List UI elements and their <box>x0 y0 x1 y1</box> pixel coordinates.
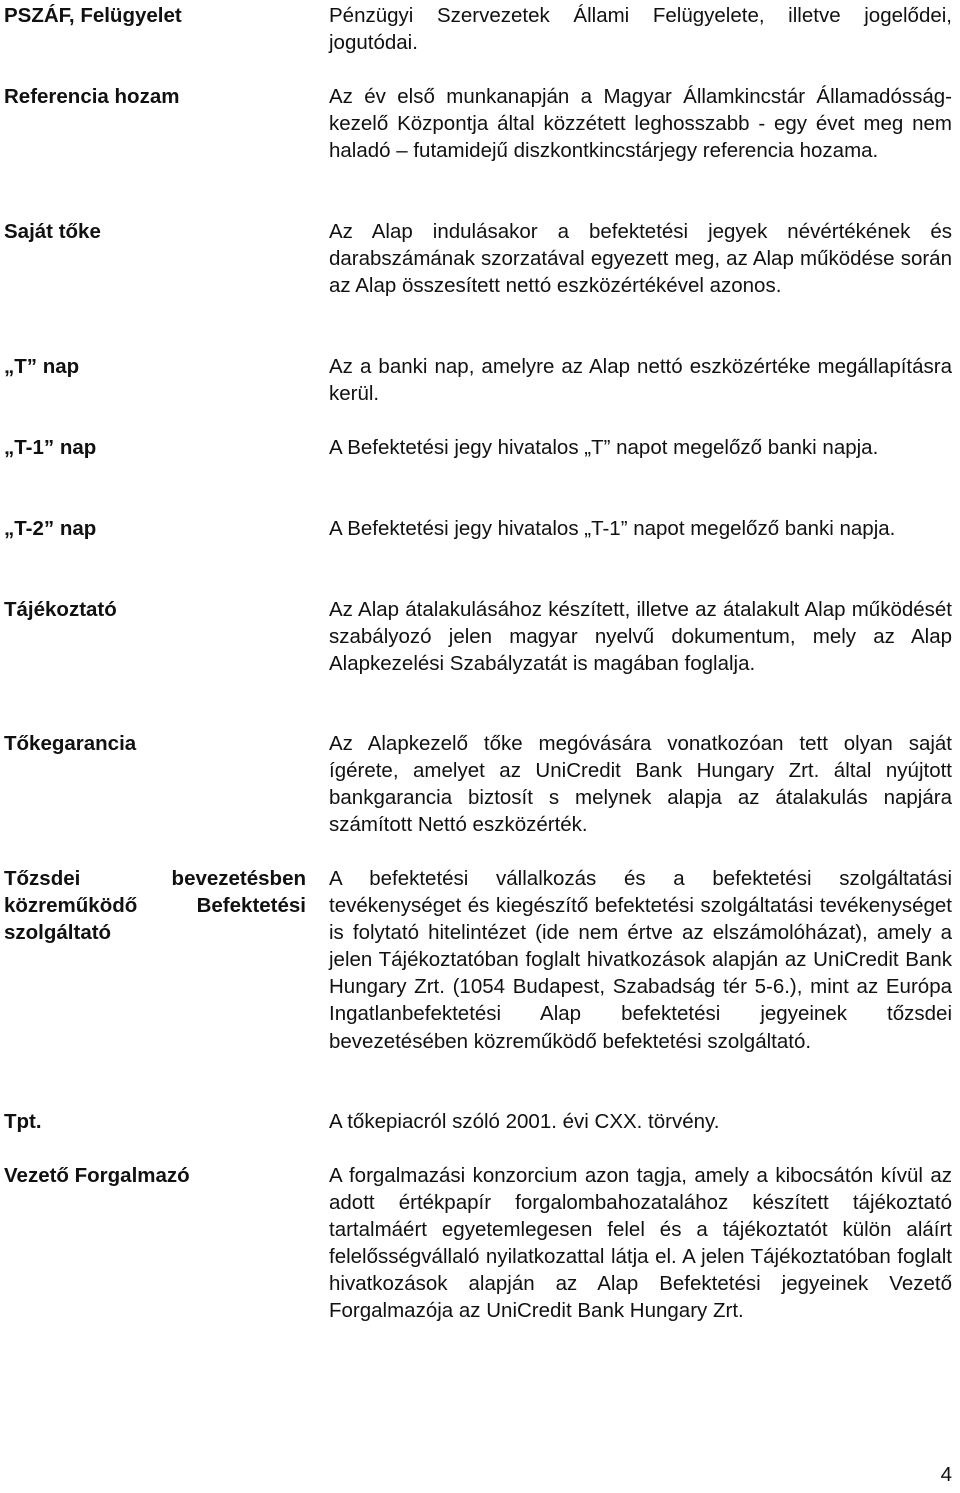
glossary-term: „T” nap <box>4 355 80 378</box>
glossary-definition: A forgalmazási konzorcium azon tagja, amely a kibocsátón kívül az adott értékpapír forgalombahozatalához készített tájékoztató tartalmáért egyetemlegesen felel és a tájékoztatót külön aláírt felelősségvállaló nyilatkozattal látja el. A jelen Tájékoztatóban foglalt hivatkozások alapján az Alap Befektetési jegyeinek Vezető Forgalmazója az UniCredit Bank Hungary Zrt. <box>329 1164 952 1323</box>
glossary-term: Tőzsdei bevezetésben közreműködő Befektetési szolgáltató <box>4 867 306 945</box>
page-number: 4 <box>940 1463 952 1486</box>
glossary-definition: A Befektetési jegy hivatalos „T-1” napot megelőző banki napja. <box>329 517 896 540</box>
glossary-term: Saját tőke <box>4 220 101 243</box>
glossary-definition: Az Alapkezelő tőke megóvására vonatkozóan tett olyan saját ígérete, amelyet az UniCredit Bank Hungary Zrt. által nyújtott bankgarancia biztosít s melynek alapja az átalakulás napjára számított Nettó eszközérték. <box>329 732 952 837</box>
glossary-term: Referencia hozam <box>4 85 180 108</box>
glossary-definition: Az a banki nap, amelyre az Alap nettó eszközértéke megállapításra kerül. <box>329 355 952 406</box>
glossary-definition: Az Alap indulásakor a befektetési jegyek névértékének és darabszámának szorzatával egyezett meg, az Alap működése során az Alap összesített nettó eszközértékével azonos. <box>329 220 952 298</box>
glossary-definition: Az év első munkanapján a Magyar Államkincstár Államadósság-kezelő Központja által közzétett leghosszabb - egy évet meg nem haladó – futamidejű diszkontkincstárjegy referencia hozama. <box>329 85 952 163</box>
glossary-term: „T-1” nap <box>4 436 97 459</box>
glossary-definition: Az Alap átalakulásához készített, illetve az átalakult Alap működését szabályozó jelen magyar nyelvű dokumentum, mely az Alap Alapkezelési Szabályzatát is magában foglalja. <box>329 598 952 676</box>
glossary-term: Tájékoztató <box>4 598 117 621</box>
glossary-definition: A tőkepiacról szóló 2001. évi CXX. törvény. <box>329 1110 720 1133</box>
glossary-definition: A Befektetési jegy hivatalos „T” napot megelőző banki napja. <box>329 436 879 459</box>
glossary-definition: Pénzügyi Szervezetek Állami Felügyelete, illetve jogelődei, jogutódai. <box>329 4 952 55</box>
glossary-term: „T-2” nap <box>4 517 97 540</box>
glossary-term: Tőkegarancia <box>4 732 137 755</box>
glossary-term: PSZÁF, Felügyelet <box>4 4 182 27</box>
glossary-term: Vezető Forgalmazó <box>4 1164 190 1187</box>
glossary-term: Tpt. <box>4 1110 42 1133</box>
glossary-definition: A befektetési vállalkozás és a befektetési szolgáltatási tevékenységet és kiegészítő befektetési szolgáltatási tevékenységet is folytató hitelintézet (ide nem értve az elszámolóházat), amely a jelen Tájékoztatóban foglalt hivatkozások alapján az UniCredit Bank Hungary Zrt. (1054 Budapest, Szabadság tér 5-6.), mint az Európa Ingatlanbefektetési Alap befektetési jegyeinek tőzsdei bevezetésében közreműködő befektetési szolgáltató. <box>329 867 952 1053</box>
